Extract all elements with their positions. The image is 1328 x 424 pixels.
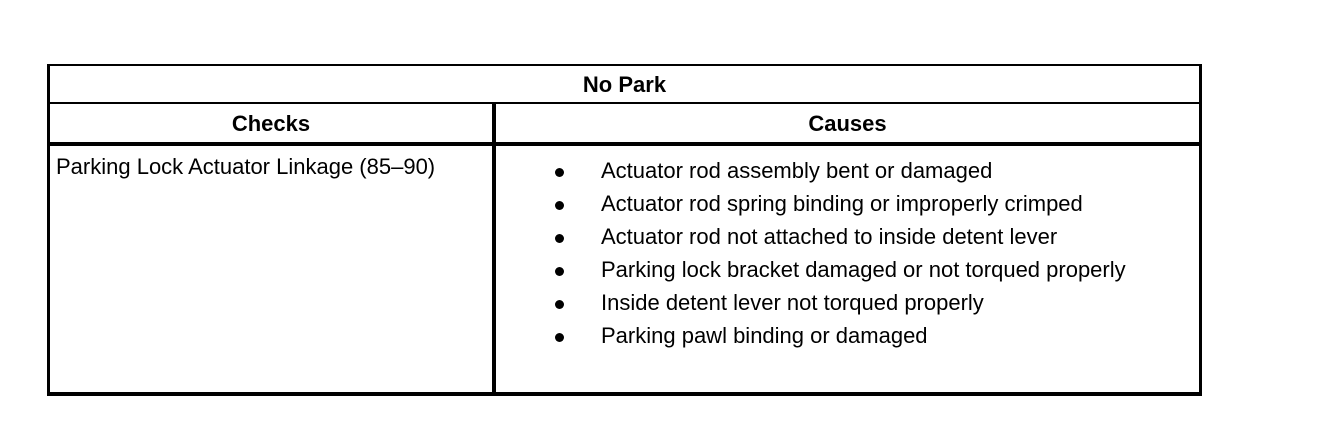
cause-text: Actuator rod spring binding or improperly crimped — [601, 191, 1083, 216]
diagnosis-table — [47, 64, 1202, 396]
cause-text: Actuator rod not attached to inside detent lever — [601, 224, 1058, 249]
checks-column-header: Checks — [231, 111, 311, 136]
causes-column-header: Causes — [808, 111, 887, 136]
cause-item — [496, 255, 1199, 288]
bullet-icon — [555, 168, 564, 177]
cause-text: Parking pawl binding or damaged — [601, 323, 928, 348]
cause-item — [496, 288, 1199, 321]
table-title: No Park — [50, 66, 1199, 104]
cause-item — [496, 321, 1199, 354]
cause-item — [496, 222, 1199, 255]
bullet-icon — [555, 201, 564, 210]
bullet-icon — [555, 300, 564, 309]
cause-text: Parking lock bracket damaged or not torqued properly — [601, 257, 1126, 282]
bullet-icon — [555, 234, 564, 243]
cause-item — [496, 189, 1199, 222]
cause-item — [496, 156, 1199, 189]
bullet-icon — [555, 333, 564, 342]
header-row — [50, 104, 1199, 146]
causes-list — [496, 156, 1199, 354]
cause-text: Inside detent lever not torqued properly — [601, 290, 984, 315]
bullet-icon — [555, 267, 564, 276]
cause-text: Actuator rod assembly bent or damaged — [601, 158, 993, 183]
check-cell: Parking Lock Actuator Linkage (85–90) — [56, 154, 436, 179]
